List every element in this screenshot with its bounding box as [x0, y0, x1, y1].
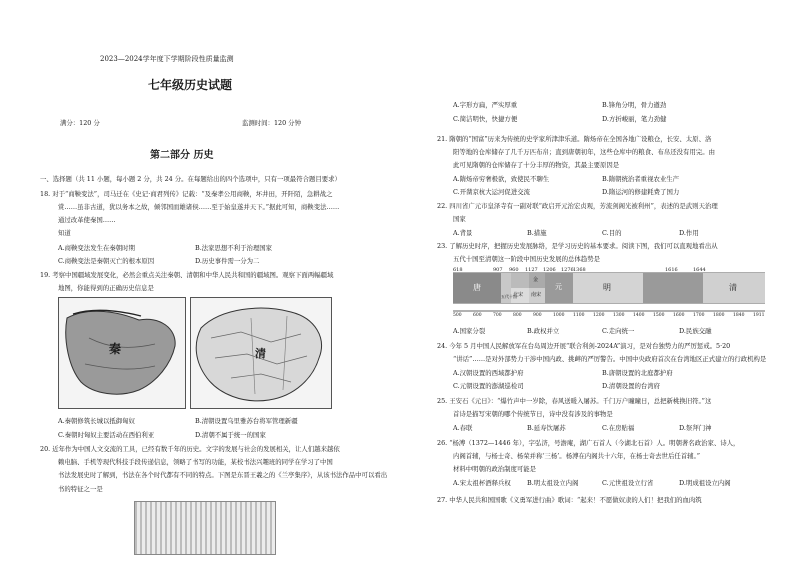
timeline-year: 1368 — [573, 267, 586, 273]
timeline-year: 1616 — [665, 267, 678, 273]
timeline-segment: 明 — [603, 283, 611, 292]
option-a: A.汉朝设置的西域都护府 — [453, 369, 524, 377]
option-d: D.清朝不属于统一的国家 — [195, 431, 266, 439]
option-d: D.清朝设置的台湾府 — [602, 382, 661, 390]
option-b: B.唐朝设置的北庭都护府 — [602, 369, 673, 377]
option-d: D.祭拜门神 — [679, 424, 712, 432]
question-line: 材料中明朝的政治制度可能是 — [453, 465, 537, 473]
option-b: B.隋朝统治者重视农业生产 — [602, 175, 680, 183]
calligraphy-image — [134, 501, 276, 555]
timeline-axis-tick: 1500 — [653, 313, 665, 318]
timeline-segment: 南宋 — [531, 292, 542, 298]
question-line: 23. 了解历史时序，把握历史发展脉络，是学习历史的基本要求。阅读下图，我们可以直观地看出从 — [437, 242, 718, 250]
timeline-axis-tick: 1100 — [573, 313, 585, 318]
option-c: C.元世祖设立行省 — [602, 479, 654, 487]
question-line: 五代十国至清朝这一阶段中国历史发展的总体趋势是 — [453, 255, 600, 263]
timeline-segment: 唐 — [473, 283, 481, 292]
question-line: 一、选择题（共 11 小题，每小题 2 分，共 24 分。在每题给出的四个选项中，只有一项最符合题目要求） — [40, 175, 341, 183]
timeline-year: 1644 — [693, 267, 706, 273]
question-line: 27. 中华人民共和国国歌《义勇军进行曲》歌词：“起来！不愿做奴隶的人们！把我们的血肉筑 — [437, 496, 702, 504]
timeline-axis-tick: 700 — [493, 313, 502, 318]
question-line: 国家 — [453, 215, 466, 223]
option-c: C.简洁明快，快捷方便 — [453, 115, 518, 123]
timeline-year: 960 — [509, 267, 519, 273]
question-line: 20. 近年作为中国人文交流的工具，已经有数千年的历史。文字的发展与社会的发展相关，让人们越来越依 — [40, 445, 340, 453]
exam-title: 2023—2024学年度下学期阶段性质量监测 — [100, 55, 234, 63]
question-line: 26. “杨溥（1372—1446 年），字弘济，号澹庵，湖广石首人（今湖北石首）人。明朝著名政治家、诗人， — [437, 439, 740, 447]
option-a: A.字形方扁，严实厚重 — [453, 101, 518, 109]
option-a: A.秦朝修筑长城以抵御匈奴 — [58, 417, 135, 425]
question-line: 首诗是描写宋朝的哪个传统节日，诗中没有涉及的事物是 — [453, 410, 613, 418]
option-c: C.目的 — [602, 229, 622, 237]
option-b: B.措施 — [527, 229, 547, 237]
question-line: 25. 王安石《元日》：“爆竹声中一岁除，春风送暖入屠苏。千门万户曈曈日，总把新桃换旧符。”这 — [437, 397, 712, 405]
subject-title: 七年级历史试题 — [148, 78, 233, 92]
question-line: 阳等地的仓库储存了几千万匹布帛；直到唐朝初年，这些仓库中的粮食、布帛还没有用完。由 — [453, 148, 716, 156]
option-a: A.春联 — [453, 424, 473, 432]
question-line: 地图，你能得到的正确历史信息是 — [58, 284, 154, 292]
timeline-axis-tick: 1840 — [733, 313, 745, 318]
timeline-segment: 清 — [729, 283, 737, 292]
option-d: D.历史事件需一分为二 — [195, 257, 260, 265]
question-line: 18. 对于“商鞅变法”，司马迁在《史记·商君列传》记载：“及秦孝公用商鞅，坏井田，开阡陌，急耕战之 — [40, 190, 333, 198]
option-b: B.延寿饮屠苏 — [527, 424, 566, 432]
qin-map — [58, 297, 186, 409]
option-d: D.方折峻丽，笔力劲健 — [602, 115, 667, 123]
timeline-year: 1127 — [525, 267, 538, 273]
question-line: “讲话”……是对外部势力干涉中国内政、挑衅的严厉警告。中国中央政府首次在台湾地区正式建立的行政机构是 — [453, 355, 767, 363]
timeline-year: 1276 — [561, 267, 574, 273]
qing-map — [190, 297, 332, 409]
question-line: 24. 今年 5 月中国人民解放军在台岛周边开展“联合利剑-2024A”演习，是对台独势力的严厉惩戒。5·20 — [437, 342, 731, 350]
option-a: A.国家分裂 — [453, 327, 486, 335]
timeline-axis-tick: 1911 — [753, 313, 765, 318]
timeline-axis-tick: 600 — [473, 313, 482, 318]
option-c: C.开凿京杭大运河促进交流 — [453, 188, 530, 196]
section-title: 第二部分 历史 — [150, 150, 214, 161]
timeline-axis-tick: 1400 — [633, 313, 645, 318]
qin-map-label: 秦 — [109, 342, 122, 356]
timeline-segment: 五代十国 — [501, 294, 517, 299]
timeline-axis-tick: 500 — [453, 313, 462, 318]
option-c: C.秦朝时匈奴主要活动在西伯利亚 — [58, 431, 155, 439]
question-line: 书的特征之一是 — [58, 485, 103, 493]
timeline-axis-tick: 1300 — [613, 313, 625, 318]
option-a: A.背景 — [453, 229, 473, 237]
option-d: D.隋运河的修建耗费了国力 — [602, 188, 680, 196]
timeline-axis-tick: 1800 — [713, 313, 725, 318]
question-line: 此可见隋朝的仓库储存了十分丰厚的物资，其最主要原因是 — [453, 161, 620, 169]
option-c: C.在房贴福 — [602, 424, 635, 432]
timeline-axis-tick: 1700 — [693, 313, 705, 318]
timeline-segment: 元 — [555, 283, 562, 291]
timeline-segment: 北宋 — [513, 292, 524, 298]
question-line: 赏……虽非古道，犹以务本之故，倾邻国而雄诸侯……至于始皇遂并天下。”据此可知，商鞅变法…… — [58, 203, 340, 211]
question-line: 内阁首辅，与杨士奇、杨荣并称‘三杨’。杨溥在内阁共十六年，在杨士奇去世后任首辅。” — [453, 452, 700, 460]
timeline-axis-tick: 1200 — [593, 313, 605, 318]
option-d: D.民族交融 — [679, 327, 712, 335]
question-line: 21. 隋朝的“国富”历来为传统的史学家所津津乐道。隋炀帝在全国各地广设粮仓，长安、太原、洛 — [437, 135, 712, 143]
option-b: B.政权并立 — [527, 327, 560, 335]
option-b: B.明太祖设立内阁 — [527, 479, 579, 487]
timeline-axis-tick: 1000 — [553, 313, 565, 318]
timeline-axis-tick: 900 — [533, 313, 542, 318]
option-a: A.宋太祖杯酒释兵权 — [453, 479, 511, 487]
timeline-axis-tick: 800 — [513, 313, 522, 318]
timeline-segment: 金 — [533, 277, 539, 283]
timeline-axis-tick: 1600 — [673, 313, 685, 318]
option-d: D.作用 — [679, 229, 699, 237]
score-label: 满分：120 分 — [60, 119, 100, 127]
option-a: A.商鞅变法发生在秦朝时期 — [58, 244, 135, 252]
dynasty-timeline — [453, 267, 765, 319]
option-b: B.清朝设置乌里雅苏台将军管理新疆 — [195, 417, 298, 425]
question-line: 知道 — [58, 229, 71, 237]
option-c: C.商鞅变法是秦朝灭亡的根本原因 — [58, 257, 155, 265]
time-label: 监测时间：120 分钟 — [242, 119, 301, 127]
option-d: D.明成祖设立内阁 — [679, 479, 731, 487]
question-line: 19. 考察中国疆域发展变化，必然会重点关注秦朝、清朝和中华人民共和国的疆域图。观察下面两幅疆域 — [40, 271, 334, 279]
timeline-year: 907 — [493, 267, 503, 273]
option-c: C.元朝设置的澎湖巡检司 — [453, 382, 524, 390]
question-line: 书法发展史时了解到，书法在各个时代都有不同的特点。下图是东晋王羲之的《兰亭集序》，从该书法作品中可以看出 — [58, 471, 388, 479]
option-a: A.隋炀帝穷奢极欲，致使民不聊生 — [453, 175, 550, 183]
option-b: B.锋角分明，骨力遒劲 — [602, 101, 667, 109]
question-line: 22. 四川省广元市皇泽寺有一副对联“政启开元治宏贞观，芳流剑阁光被利州”，表述的是武则天治理 — [437, 202, 718, 210]
question-line: 赖电脑、手机等现代科技手段传递信息，领略了书写的功能，某校书法兴趣班的同学在学习了中国 — [58, 458, 333, 466]
timeline-year: 618 — [453, 267, 463, 273]
question-line: 通过改革使秦国…… — [58, 216, 116, 224]
option-c: C.走向统一 — [602, 327, 635, 335]
timeline-year: 1206 — [543, 267, 556, 273]
qing-map-label: 清 — [255, 347, 266, 360]
option-b: B.法家思想不利于治理国家 — [195, 244, 273, 252]
